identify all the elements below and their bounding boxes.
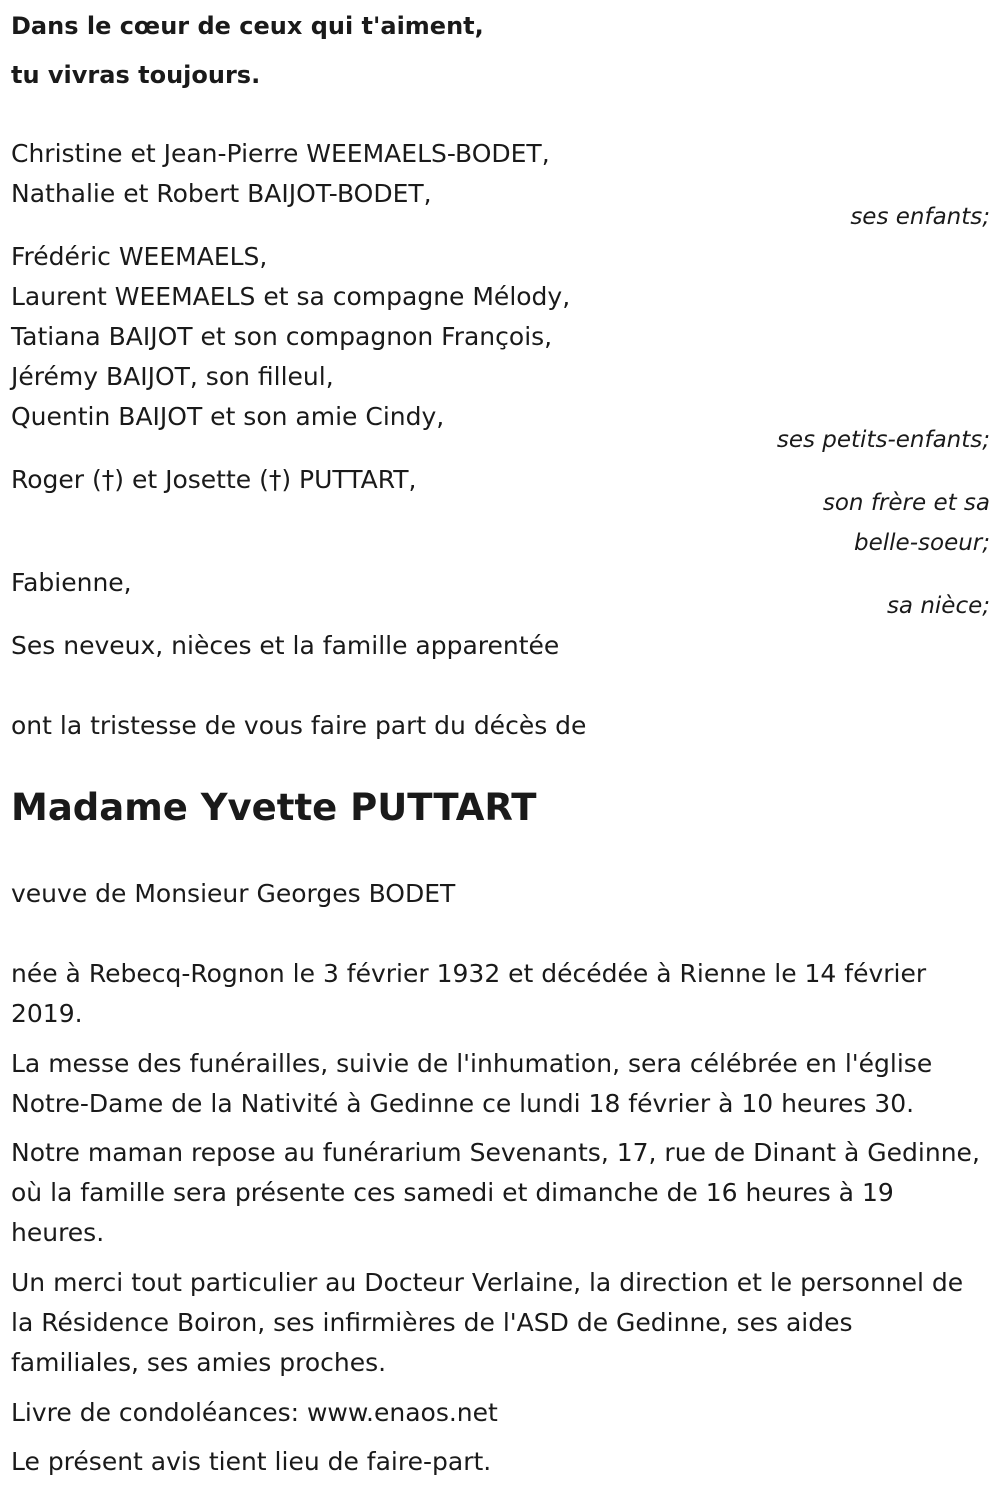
extended-family-line: Ses neveux, nièces et la famille apparentée [11,631,560,660]
condolences-line: Livre de condoléances: www.enaos.net [11,1398,498,1427]
children-line-2: Nathalie et Robert BAIJOT-BODET, [11,179,432,208]
announcement-line: ont la tristesse de vous faire part du décès de [11,711,587,740]
epigraph-line-1: Dans le cœur de ceux qui t'aiment, [11,12,484,40]
children-line-1: Christine et Jean-Pierre WEEMAELS-BODET, [11,139,550,168]
sibling-relation-line-2: belle-soeur; [854,530,990,556]
funeral-paragraph: La messe des funérailles, suivie de l'inhumation, sera célébrée en l'église Notre-Dame de la Nativité à Gedinne ce lundi 18 février à 10 heures 30. [11,1049,933,1118]
dates-paragraph: née à Rebecq-Rognon le 3 février 1932 et décédée à Rienne le 14 février 2019. [11,959,927,1028]
epigraph-line-2: tu vivras toujours. [11,61,261,89]
grandchild-line-3: Tatiana BAIJOT et son compagnon François, [11,322,553,351]
niece-line: Fabienne, [11,568,132,597]
rest-paragraph: Notre maman repose au funérarium Sevenants, 17, rue de Dinant à Gedinne, où la famille sera présente ces samedi et dimanche de 16 heures à 19 heures. [11,1138,980,1247]
closing-line: Le présent avis tient lieu de faire-part. [11,1447,492,1476]
grandchild-line-1: Frédéric WEEMAELS, [11,242,268,271]
sibling-relation-line-1: son frère et sa [822,490,990,516]
widow-of-line: veuve de Monsieur Georges BODET [11,879,456,908]
deceased-name: Madame Yvette PUTTART [11,786,537,829]
grandchild-line-2: Laurent WEEMAELS et sa compagne Mélody, [11,282,571,311]
children-relation: ses enfants; [850,204,990,230]
sibling-line: Roger (†) et Josette (†) PUTTART, [11,465,417,494]
niece-relation: sa nièce; [886,593,990,619]
thanks-paragraph: Un merci tout particulier au Docteur Verlaine, la direction et le personnel de la Résidence Boiron, ses infirmières de l'ASD de Gedinne, ses aides familiales, ses amies proches. [11,1268,964,1377]
grandchild-line-5: Quentin BAIJOT et son amie Cindy, [11,402,445,431]
grandchildren-relation: ses petits-enfants; [776,427,990,453]
grandchild-line-4: Jérémy BAIJOT, son filleul, [11,362,334,391]
